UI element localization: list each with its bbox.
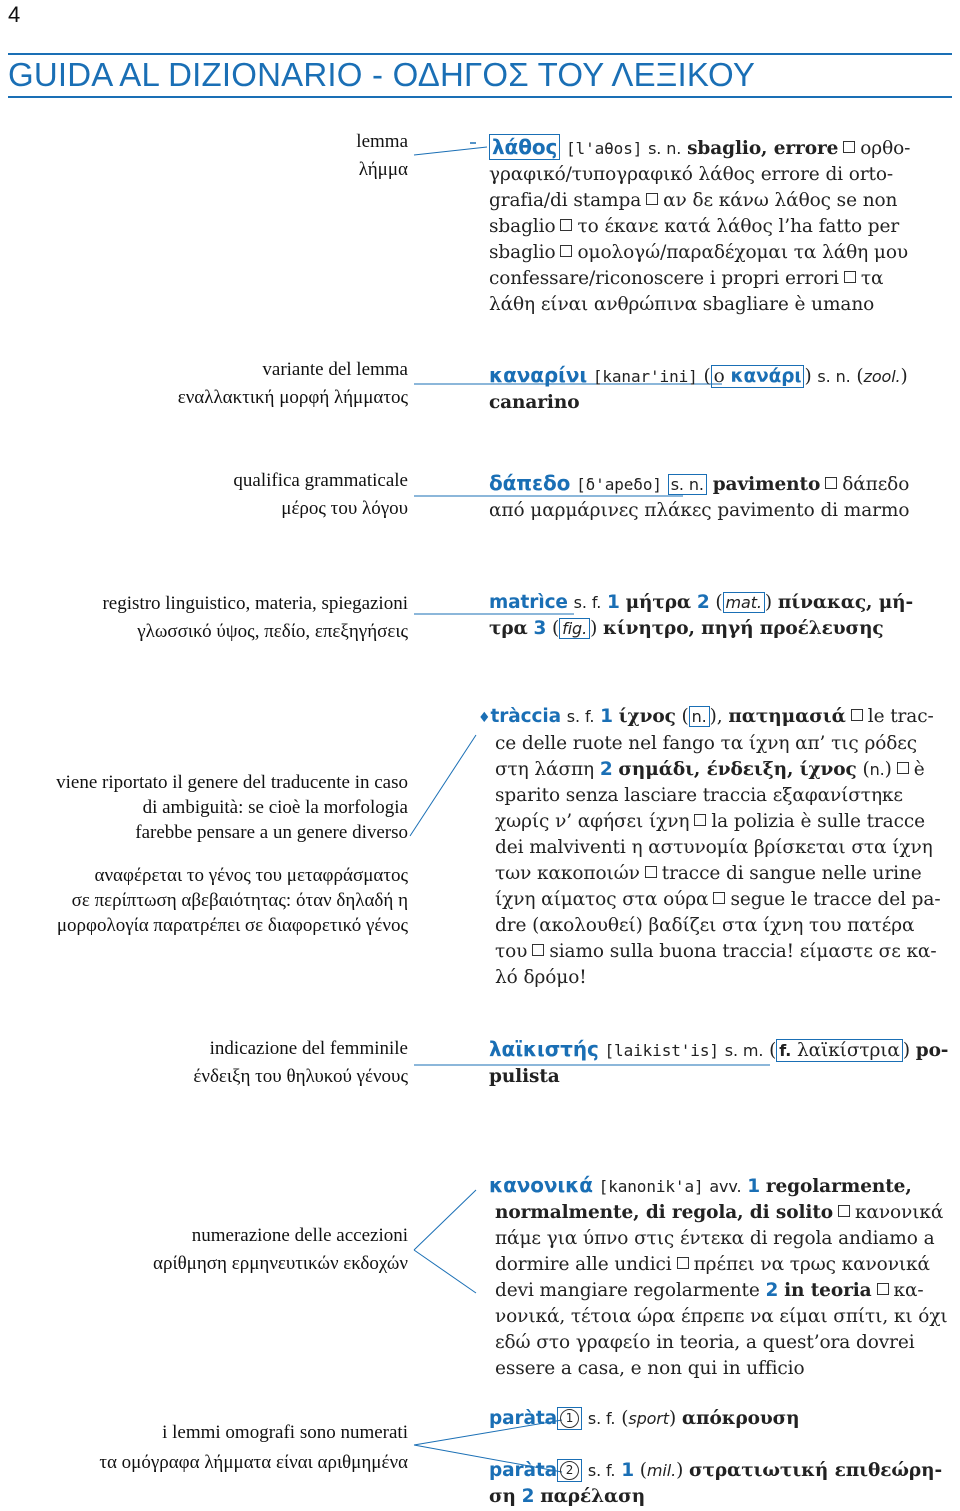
label-variant: variante del lemma εναλλακτική μορφή λήμματος	[177, 359, 408, 408]
headword: δάπεδο	[489, 471, 571, 495]
separator-square-icon	[844, 271, 856, 283]
separator-square-icon	[532, 944, 544, 956]
headword: matrìce	[489, 592, 568, 613]
headword: λαϊκιστής	[489, 1037, 599, 1061]
headword: tràccia	[490, 706, 561, 727]
label-gender: viene riportato il genere del traducente in caso di ambiguità: se cioè la morfologia farebbe pensare a un genere diverso αναφέρεται το γένος του μεταφράσματος σε περίπτωση αβεβαιότητας: όταν δηλαδή η μορφολογία παρατρέπει σε διαφορετικό γένος	[56, 772, 408, 936]
entry-laikistis: λαϊκιστής [laikist'is] s. m. ( f. λαϊκίστρια ) po- pulista	[489, 1037, 949, 1087]
separator-square-icon	[843, 141, 855, 153]
page-number: 4	[8, 2, 21, 27]
separator-square-icon	[645, 866, 657, 878]
label-grammar: qualifica grammaticale μέρος του λόγου	[233, 470, 408, 519]
separator-square-icon	[877, 1283, 889, 1295]
separator-square-icon	[677, 1257, 689, 1269]
label-lemma: lemma λήμμα	[356, 131, 408, 180]
label-register: registro linguistico, materia, spiegazioni γλωσσικό ύψος, πεδίο, επεξηγήσεις	[102, 593, 408, 642]
homograph-number: 2	[560, 1461, 579, 1480]
entry-matrice: matrìce s. f. 1 μήτρα 2 ( mat. ) πίνακας, μή- τρα 3 ( fig. ) κίνητρο, πηγή προέλευσης	[489, 592, 914, 639]
entry-parata-2: paràta 2 s. f. 1 (mil.) στρατιωτική επιθεώρη- ση 2 παρέλαση	[489, 1460, 943, 1507]
headword: κανονικά	[489, 1173, 593, 1197]
entry-lathos: λάθος [l'aθos] s. n. sbaglio, errore ορθο- γραφικό/τυπογραφικό λάθος errore di orto- grafia/di stampa αν δε κάνω λάθος se non sbaglio το έκανε κατά λάθος l’ha fatto per sbaglio ομολογώ/παραδέχομαι τα λάθη μου confessare/riconoscere i propri errori τα λάθη είναι ανθρώπινα sbagliare è umano	[489, 135, 911, 315]
separator-square-icon	[560, 245, 572, 257]
label-feminine: indicazione del femminile ένδειξη του θηλυκού γένους	[193, 1038, 408, 1087]
homograph-number: 1	[560, 1409, 579, 1428]
separator-square-icon	[694, 814, 706, 826]
page-title: GUIDA AL DIZIONARIO - ΟΔΗΓΟΣ ΤΟΥ ΛΕΞΙΚΟΥ	[8, 56, 756, 93]
entry-parata-1: paràta 1 s. f. (sport) απόκρουση	[489, 1408, 800, 1429]
headword: καναρίνι	[489, 363, 588, 387]
separator-square-icon	[713, 892, 725, 904]
separator-square-icon	[825, 477, 837, 489]
headword: λάθος	[489, 134, 560, 160]
bullet-diamond-icon: ♦	[478, 710, 491, 726]
separator-square-icon	[646, 193, 658, 205]
entry-kanonika: κανονικά [kanonik'a] avv. 1 regolarmente, normalmente, di regola, di solito κανονικά πάμε για ύπνο στις έντεκα di regola andiamo a dormire alle undici πρέπει να τρως κανονικά devi mangiare regolarmente 2 in teoria κα- νονικά, τέτοια ώρα έπρεπε να είμαι σπίτι, κι όχι εδώ στο γραφείο in teoria, a quest’ora dovrei essere a casa, e non qui in ufficio	[489, 1173, 948, 1379]
separator-square-icon	[560, 219, 572, 231]
label-senses: numerazione delle accezioni αρίθμηση ερμηνευτικών εκδοχών	[153, 1225, 408, 1274]
separator-square-icon	[897, 762, 909, 774]
entry-dapedo: δάπεδο [δ'apeδo] s. n. pavimento δάπεδο από μαρμάρινες πλάκες pavimento di marmo	[489, 471, 910, 521]
entry-traccia: ♦tràccia s. f. 1 ίχνος ( n. ), πατημασιά le trac- ce delle ruote nel fango τα ίχνη απ’ τις ρόδες στη λάσπη 2 σημάδι, ένδειξη, ίχνος (n.) è sparito senza lasciare traccia εξαφανίστηκε χωρίς ν’ αφήσει ίχνη la polizia è sulle tracce dei malviventi η αστυνομία βρίσκεται στα ίχνη των κακοποιών tracce di sangue nelle urine ίχνη αίματος στα ούρα segue le tracce del pa- dre (ακολουθεί) βαδίζει στα ίχνη του πατέρα του siamo sulla buona traccia! είμαστε σε κα- λό δρόμο!	[478, 706, 941, 988]
headword: paràta	[489, 1460, 558, 1481]
headword: paràta	[489, 1408, 558, 1429]
separator-square-icon	[851, 709, 863, 721]
entry-kanarini: καναρίνι [kanar'ini] ( ο κανάρι ) s. n. (zool.) canarino	[489, 363, 908, 413]
label-homographs: i lemmi omografi sono numerati τα ομόγραφα λήμματα είναι αριθμημένα	[99, 1422, 408, 1473]
separator-square-icon	[838, 1205, 850, 1217]
